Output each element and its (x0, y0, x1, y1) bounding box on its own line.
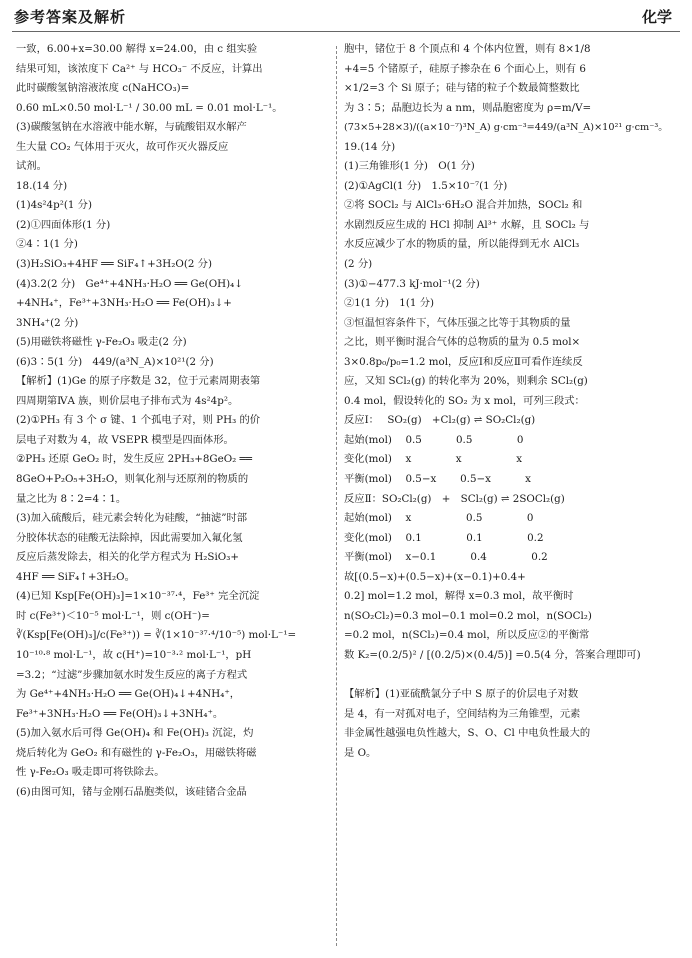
text-line: ②4∶1(1 分) (16, 238, 78, 251)
text-line: (5)加入氨水后可得 Ge(OH)₄ 和 Fe(OH)₃ 沉淀，灼 (16, 727, 254, 740)
text-line: 四周期第ⅣA 族，则价层电子排布式为 4s²4p²。 (16, 394, 239, 407)
text-line: (3)H₂SiO₃+4HF ══ SiF₄↑+3H₂O(2 分) (16, 258, 212, 271)
text-line: (1)三角锥形(1 分) O(1 分) (344, 160, 475, 173)
text-line: (2)①PH₃ 有 3 个 σ 键、1 个孤电子对，则 PH₃ 的价 (16, 414, 261, 427)
text-line: 结果可知，该浓度下 Ca²⁺ 与 HCO₃⁻ 不反应，计算出 (16, 62, 263, 75)
text-line: 试剂。 (16, 160, 47, 173)
text-line: 变化(mol) x x x (344, 453, 523, 466)
text-line: =3.2；“过滤”步骤加氨水时发生反应的离子方程式 (16, 668, 248, 681)
text-line: 3NH₄⁺(2 分) (16, 316, 79, 329)
right-column (344, 40, 674, 763)
text-line: 量之比为 8∶2=4∶1。 (16, 492, 127, 505)
text-line: 性 γ-Fe₂O₃ 吸走即可将铁除去。 (16, 766, 165, 779)
text-line: 变化(mol) 0.1 0.1 0.2 (344, 531, 544, 544)
text-line: 起始(mol) 0.5 0.5 0 (344, 433, 524, 446)
text-line: 【解析】(1)亚硫酰氯分子中 S 原子的价层电子对数 (344, 688, 579, 701)
text-line: (4)已知 Ksp[Fe(OH)₃]=1×10⁻³⁷·⁴，Fe³⁺ 完全沉淀 (16, 590, 260, 603)
text-line: 10⁻¹⁰·⁸ mol·L⁻¹，故 c(H⁺)=10⁻³·² mol·L⁻¹，pH (16, 648, 252, 661)
text-line: 是 4，有一对孤对电子，空间结构为三角锥型，元素 (344, 707, 581, 720)
text-line: ③恒温恒容条件下，气体压强之比等于其物质的量 (344, 316, 571, 329)
text-line: (5)用磁铁将磁性 γ-Fe₂O₃ 吸走(2 分) (16, 336, 187, 349)
text-line: (2 分) (344, 258, 373, 271)
text-line: ②PH₃ 还原 GeO₂ 时，发生反应 2PH₃+8GeO₂ ══ (16, 453, 252, 466)
text-line: 时 c(Fe³⁺)＜10⁻⁵ mol·L⁻¹，则 c(OH⁻)= (16, 609, 210, 622)
text-line: 生大量 CO₂ 气体用于灭火，故可作灭火器反应 (16, 140, 229, 153)
text-line: 是 O。 (344, 746, 377, 759)
text-line: 水剧烈反应生成的 HCl 抑制 Al³⁺ 水解，且 SOCl₂ 与 (344, 218, 590, 231)
text-line: n(SO₂Cl₂)=0.3 mol−0.1 mol=0.2 mol，n(SOCl₂) (344, 609, 592, 622)
text-line: (2)①AgCl(1 分) 1.5×10⁻⁷(1 分) (344, 179, 508, 192)
text-line: 3×0.8p₀/p₀=1.2 mol，反应Ⅰ和反应Ⅱ可看作连续反 (344, 355, 583, 368)
text-line: 【解析】(1)Ge 的原子序数是 32，位于元素周期表第 (16, 375, 261, 388)
column-divider (336, 46, 337, 946)
text-line: 一致，6.00+x=30.00 解得 x=24.00，由 c 组实验 (16, 43, 258, 55)
text-line: (3)碳酸氢钠在水溶液中能水解，与硫酸铝双水解产 (16, 121, 247, 134)
text-line: 为 Ge⁴⁺+4NH₃·H₂O ══ Ge(OH)₄↓+4NH₄⁺， (16, 688, 241, 701)
text-line: (3)①−477.3 kJ·mol⁻¹(2 分) (344, 277, 480, 290)
text-line: 19.(14 分) (344, 140, 396, 153)
text-line: (1)4s²4p²(1 分) (16, 199, 92, 212)
page-header (0, 0, 692, 30)
header-subject: 化学 (641, 8, 672, 26)
text-line: 0.2] mol=1.2 mol，解得 x=0.3 mol，故平衡时 (344, 590, 574, 603)
text-line: 分胶体状态的硅酸无法除掉，因此需要加入氟化氢 (16, 531, 243, 544)
text-line: 此时碳酸氢钠溶液浓度 c(NaHCO₃)= (16, 82, 190, 95)
text-line: 数 K₂=(0.2/5)² / [(0.2/5)×(0.4/5)] =0.5(4 分，答案合理即可) (344, 648, 641, 661)
left-column (16, 40, 328, 802)
text-line (344, 666, 674, 686)
header-title: 参考答案及解析 (14, 8, 127, 26)
text-line: 胞中，锗位于 8 个顶点和 4 个体内位置，则有 8×1/8 (344, 43, 591, 55)
text-line: (6)由图可知，锗与金刚石晶胞类似，该硅锗合金晶 (16, 785, 247, 798)
text-line: 水反应减少了水的物质的量，所以能得到无水 AlCl₃ (344, 238, 580, 251)
text-line: 故[(0.5−x)+(0.5−x)+(x−0.1)+0.4+ (344, 570, 526, 583)
text-line: 平衡(mol) x−0.1 0.4 0.2 (344, 551, 548, 564)
text-line: (73×5+28×3)/((a×10⁻⁷)³N_A) g·cm⁻³=449/(a³N_A)×10²¹ g·cm⁻³。 (344, 122, 668, 134)
text-line: =0.2 mol，n(SCl₂)=0.4 mol，所以反应②的平衡常 (344, 629, 590, 642)
text-line: 0.4 mol，假设转化的 SO₂ 为 x mol，可列三段式： (344, 394, 585, 407)
text-line: 反应后蒸发除去，相关的化学方程式为 H₂SiO₃+ (16, 551, 239, 564)
text-line: ②将 SOCl₂ 与 AlCl₃·6H₂O 混合并加热，SOCl₂ 和 (344, 199, 583, 212)
text-line: 0.60 mL×0.50 mol·L⁻¹ / 30.00 mL = 0.01 mol·L⁻¹。 (16, 101, 283, 114)
text-line: 反应Ⅰ： SO₂(g) +Cl₂(g) ⇌ SO₂Cl₂(g) (344, 414, 536, 427)
text-line: ∛(Ksp[Fe(OH)₃]/c(Fe³⁺)) = ∛(1×10⁻³⁷·⁴/10⁻⁵) mol·L⁻¹= (16, 629, 297, 642)
text-line: 反应Ⅱ：SO₂Cl₂(g) + SCl₂(g) ⇌ 2SOCl₂(g) (344, 492, 565, 505)
text-line: 之比，则平衡时混合气体的总物质的量为 0.5 mol× (344, 336, 581, 349)
text-line: 为 3∶5；晶胞边长为 a nm，则晶胞密度为 ρ=m/V= (344, 101, 592, 114)
text-line: 应，又知 SCl₂(g) 的转化率为 20%，则剩余 SCl₂(g) (344, 375, 588, 388)
text-line: 4HF ══ SiF₄↑+3H₂O。 (16, 570, 135, 583)
text-line: +4=5 个锗原子，硅原子掺杂在 6 个面心上，则有 6 (344, 62, 586, 75)
text-line: Fe³⁺+3NH₃·H₂O ══ Fe(OH)₃↓+3NH₄⁺。 (16, 707, 224, 720)
text-line: ②1(1 分) 1(1 分) (344, 297, 435, 310)
text-line: +4NH₄⁺，Fe³⁺+3NH₃·H₂O ══ Fe(OH)₃↓+ (16, 297, 232, 310)
text-line: 非金属性越强电负性越大，S、O、Cl 中电负性最大的 (344, 727, 591, 740)
text-line: 起始(mol) x 0.5 0 (344, 512, 534, 525)
text-line: 8GeO+P₂O₅+3H₂O，则氧化剂与还原剂的物质的 (16, 473, 249, 486)
text-line: 18.(14 分) (16, 179, 68, 192)
text-line: 层电子对数为 4，故 VSEPR 模型是四面体形。 (16, 433, 234, 446)
text-line: (4)3.2(2 分) Ge⁴⁺+4NH₃·H₂O ══ Ge(OH)₄↓ (16, 277, 243, 290)
text-line: ×1/2=3 个 Si 原子；硅与锗的粒子个数最简整数比 (344, 82, 580, 95)
text-line: (6)3∶5(1 分) 449/(a³N_A)×10²¹(2 分) (16, 355, 214, 368)
text-line: 平衡(mol) 0.5−x 0.5−x x (344, 473, 531, 486)
text-line: (3)加入硫酸后，硅元素会转化为硅酸，“抽滤”时部 (16, 512, 248, 525)
header-rule (12, 31, 680, 32)
text-line: 烧后转化为 GeO₂ 和有磁性的 γ-Fe₂O₃，用磁铁将磁 (16, 746, 257, 759)
text-line: (2)①四面体形(1 分) (16, 218, 111, 231)
